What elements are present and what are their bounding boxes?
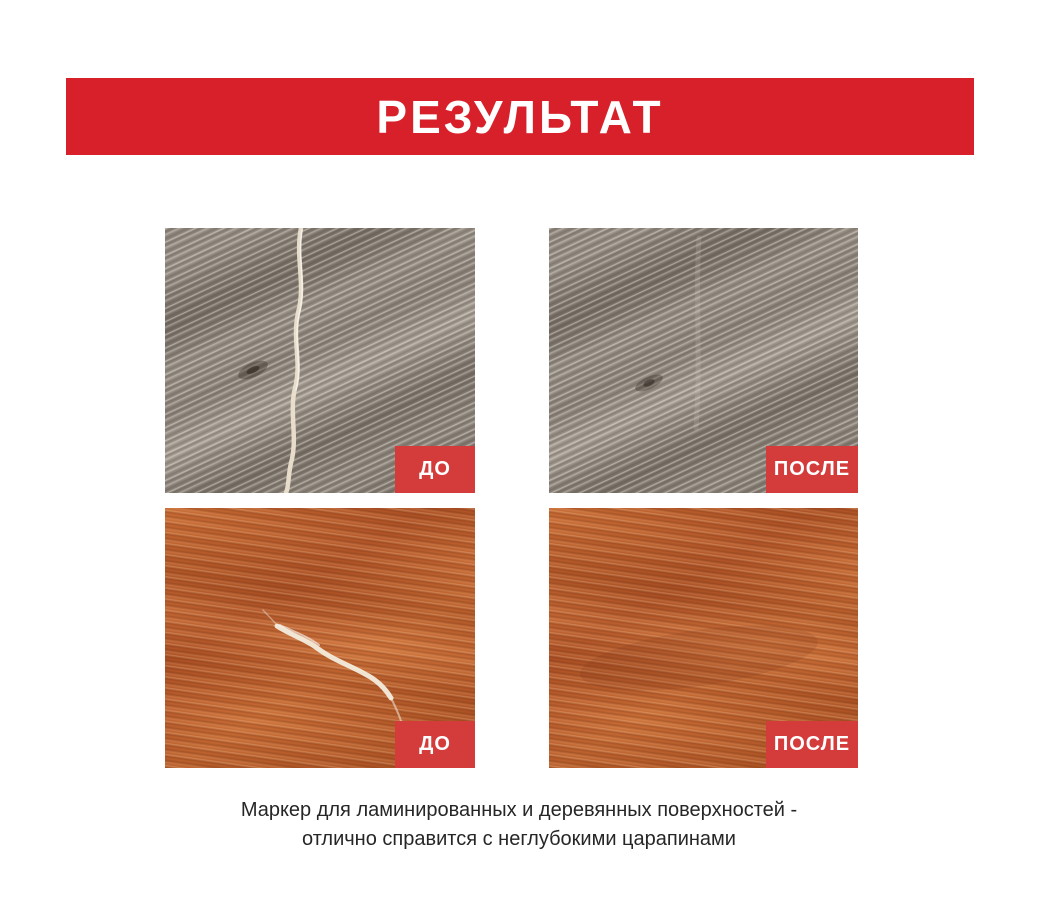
photo-orange-before (165, 508, 475, 768)
caption-line-2: отлично справится с неглубокими царапинами (302, 828, 736, 850)
caption-line-1: Маркер для ламинированных и деревянных поверхностей - (240, 799, 798, 821)
after-badge: ПОСЛЕ (766, 721, 858, 768)
after-badge: ПОСЛЕ (766, 446, 858, 493)
page-title: РЕЗУЛЬТАТ (376, 90, 664, 143)
before-badge: ДО (395, 446, 475, 493)
result-banner (66, 78, 974, 155)
product-caption (0, 796, 1038, 854)
before-badge: ДО (395, 721, 475, 768)
photo-gray-before (165, 228, 475, 493)
photo-orange-after (549, 508, 858, 768)
photo-gray-after (549, 228, 858, 493)
scratch-mark (277, 626, 391, 698)
